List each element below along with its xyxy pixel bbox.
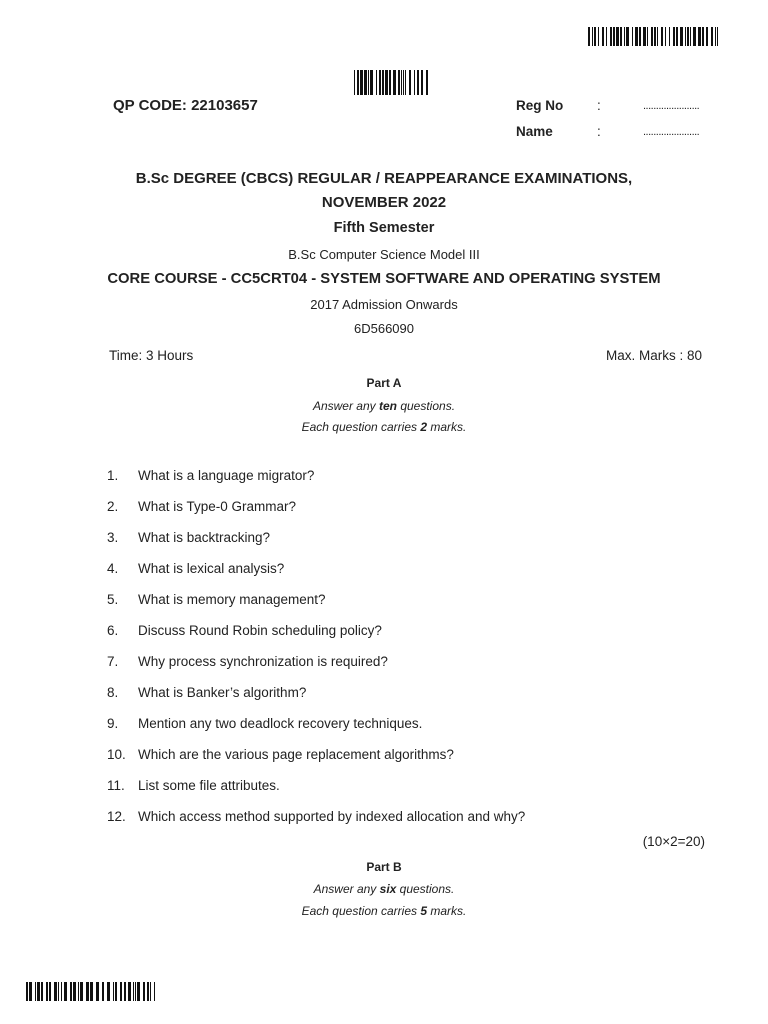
barcode-header	[354, 70, 428, 95]
exam-title-line1: B.Sc DEGREE (CBCS) REGULAR / REAPPEARANCE EXAMINATIONS,	[135, 170, 633, 187]
question-number: 9.	[107, 716, 119, 731]
part-b-title: Part B	[366, 860, 402, 874]
name-blank: ......................	[643, 126, 700, 138]
question-text: What is Banker’s algorithm?	[138, 685, 307, 700]
part-b-instruction-2: Each question carries 5 marks.	[301, 904, 467, 918]
question-number: 1.	[107, 468, 119, 483]
question-text: What is lexical analysis?	[138, 561, 285, 576]
part-a-instruction-1: Answer any ten questions.	[312, 399, 456, 413]
question-text: What is memory management?	[138, 592, 326, 607]
question-number: 6.	[107, 623, 119, 638]
semester: Fifth Semester	[333, 220, 435, 236]
question-number: 5.	[107, 592, 119, 607]
question-number: 12.	[107, 809, 126, 824]
barcode-top-right	[588, 27, 718, 46]
part-a-marks: (10×2=20)	[642, 834, 705, 849]
part-a-instruction-2: Each question carries 2 marks.	[301, 420, 467, 434]
question-number: 4.	[107, 561, 119, 576]
barcode-bottom-left	[26, 982, 156, 1001]
question-number: 8.	[107, 685, 119, 700]
part-b-instruction-1: Answer any six questions.	[313, 882, 455, 896]
question-text: List some file attributes.	[138, 778, 280, 793]
question-number: 10.	[107, 747, 126, 762]
max-marks: Max. Marks : 80	[605, 348, 702, 363]
paper-code: 6D566090	[354, 321, 414, 336]
exam-title-line2: NOVEMBER 2022	[321, 194, 447, 211]
qp-code: QP CODE: 22103657	[113, 97, 258, 114]
question-text: Which access method supported by indexed allocation and why?	[138, 809, 526, 824]
question-number: 2.	[107, 499, 119, 514]
question-text: Mention any two deadlock recovery techniques.	[138, 716, 423, 731]
course-title: CORE COURSE - CC5CRT04 - SYSTEM SOFTWARE AND OPERATING SYSTEM	[107, 271, 661, 287]
question-number: 11.	[107, 778, 125, 793]
admission: 2017 Admission Onwards	[310, 297, 458, 312]
name-colon: :	[597, 124, 601, 139]
programme: B.Sc Computer Science Model III	[288, 247, 480, 262]
question-text: What is a language migrator?	[138, 468, 315, 483]
question-text: Which are the various page replacement algorithms?	[138, 747, 454, 762]
name-label: Name	[516, 124, 553, 139]
question-number: 3.	[107, 530, 119, 545]
question-text: Why process synchronization is required?	[138, 654, 388, 669]
question-text: What is backtracking?	[138, 530, 271, 545]
question-number: 7.	[107, 654, 119, 669]
part-a-title: Part A	[366, 376, 402, 390]
question-text: What is Type-0 Grammar?	[138, 499, 297, 514]
reg-no-label: Reg No	[516, 98, 564, 113]
question-text: Discuss Round Robin scheduling policy?	[138, 623, 382, 638]
time-allowed: Time: 3 Hours	[109, 348, 194, 363]
reg-no-blank: ......................	[643, 100, 700, 112]
reg-no-colon: :	[597, 98, 601, 113]
